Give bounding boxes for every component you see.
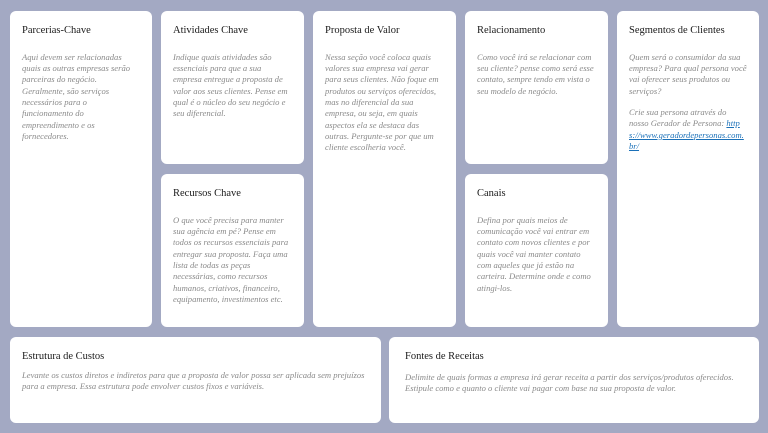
card-relacionamento [465, 11, 608, 164]
card-title: Estrutura de Custos [22, 351, 105, 362]
card-description: Nessa seção você coloca quais valores sua empresa vai gerar para seus clientes. Não foque em produtos ou serviços oferecidos, mas no diferencial da sua empresa, ou seja, em quais aspectos ela se destaca das outras. Pergunte-se por que um cliente escolheria você. [325, 51, 439, 153]
card-fontes-de-receitas [389, 337, 759, 423]
card-description: Como você irá se relacionar com seu cliente? pense como será esse contato, sempre tendo em vista o seu modelo de negócio. [477, 51, 594, 96]
card-description: Delimite de quais formas a empresa irá gerar receita a partir dos serviços/produtos oferecidos. Estipule como e quanto o cliente vai pagar com base na sua proposta de valor. [405, 371, 734, 393]
card-title: Fontes de Receitas [405, 351, 484, 362]
card-segmentos-de-clientes [617, 11, 759, 327]
card-description: Quem será o consumidor da sua empresa? Para qual persona você vai oferecer seus produtos ou serviços? [629, 51, 747, 96]
card-title: Proposta de Valor [325, 25, 400, 36]
card-recursos-chave [161, 174, 304, 327]
card-parcerias-chave [10, 11, 152, 327]
card-atividades-chave [161, 11, 304, 164]
card-description: Indique quais atividades são essenciais para que a sua empresa entregue a proposta de valor aos seus clientes. Pense em qual é o núcleo do seu negócio e seu diferencial. [173, 51, 288, 119]
card-description-persona [629, 107, 747, 152]
card-title: Canais [477, 188, 506, 199]
card-title: Atividades Chave [173, 25, 248, 36]
card-title: Recursos Chave [173, 188, 241, 199]
persona-text: Crie sua persona através do nosso Gerador de Persona: [629, 106, 727, 129]
card-title: Relacionamento [477, 25, 546, 36]
card-description: Defina por quais meios de comunicação você vai entrar em contato com novos clientes e por quais você vai manter contato com aqueles que já estão na carteira. Determine onde e como atingi-los. [477, 214, 591, 293]
gerador-persona-link[interactable]: https://www.geradordepersonas.com.br/ [629, 118, 744, 151]
card-description: Levante os custos diretos e indiretos para que a proposta de valor possa ser aplicada sem prejuízos para a empresa. Essa estrutura pode envolver custos fixos e variáveis. [22, 369, 365, 391]
card-estrutura-de-custos [10, 337, 381, 423]
card-title: Segmentos de Clientes [629, 25, 725, 36]
card-canais [465, 174, 608, 327]
card-title: Parcerias-Chave [22, 25, 91, 36]
card-description: O que você precisa para manter sua agência em pé? Pense em todos os recursos essenciais para entregar sua proposta. Faça uma lista de todas as peças necessárias, como recursos humanos, criativos, financeiro, equipamento, investimentos etc. [173, 214, 289, 304]
card-description: Aqui devem ser relacionadas quais as outras empresas serão parceiras do negócio. Geralmente, são serviços necessários para o funcionamento do empreendimento e os fornecedores. [22, 51, 131, 141]
card-proposta-de-valor [313, 11, 456, 327]
